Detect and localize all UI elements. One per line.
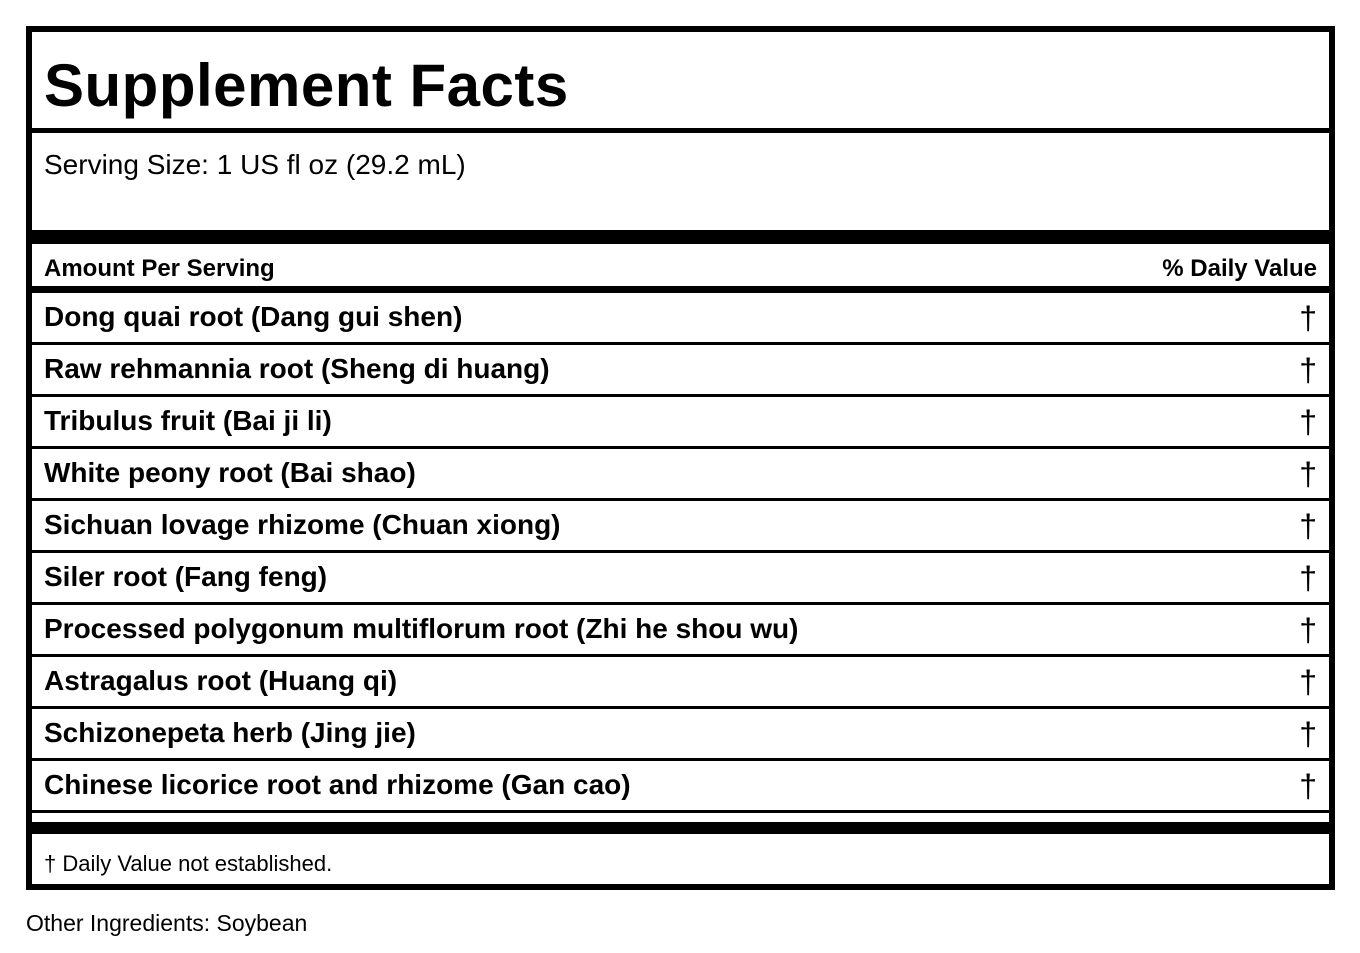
ingredient-daily-value: †	[1299, 664, 1317, 700]
ingredient-name: Chinese licorice root and rhizome (Gan cao)	[44, 769, 631, 800]
thick-divider-top	[32, 230, 1329, 244]
ingredient-row	[32, 498, 1329, 550]
other-ingredients: Other Ingredients: Soybean	[26, 910, 308, 936]
daily-value-header: % Daily Value	[1162, 255, 1317, 282]
ingredient-daily-value: †	[1299, 352, 1317, 388]
ingredient-row	[32, 602, 1329, 654]
ingredient-daily-value: †	[1299, 404, 1317, 440]
ingredient-name: Siler root (Fang feng)	[44, 561, 328, 592]
ingredient-list	[32, 290, 1329, 810]
title-divider	[32, 128, 1329, 133]
ingredient-row	[32, 290, 1329, 342]
ingredient-name: Dong quai root (Dang gui shen)	[44, 301, 463, 332]
ingredient-daily-value: †	[1299, 508, 1317, 544]
thick-divider-bottom	[32, 822, 1329, 834]
ingredient-daily-value: †	[1299, 560, 1317, 596]
ingredient-row	[32, 342, 1329, 394]
supplement-facts-panel	[26, 26, 1335, 890]
ingredient-name: Tribulus fruit (Bai ji li)	[44, 405, 332, 436]
serving-size: Serving Size: 1 US fl oz (29.2 mL)	[44, 149, 466, 180]
amount-per-serving-header: Amount Per Serving	[44, 255, 275, 282]
ingredient-name: White peony root (Bai shao)	[44, 457, 416, 488]
ingredient-row	[32, 550, 1329, 602]
footnote: † Daily Value not established.	[44, 851, 333, 876]
rows-bottom-divider	[32, 810, 1329, 813]
ingredient-daily-value: †	[1299, 456, 1317, 492]
ingredient-daily-value: †	[1299, 612, 1317, 648]
ingredient-row	[32, 758, 1329, 810]
ingredient-daily-value: †	[1299, 768, 1317, 804]
ingredient-name: Raw rehmannia root (Sheng di huang)	[44, 353, 550, 384]
ingredient-row	[32, 446, 1329, 498]
ingredient-name: Sichuan lovage rhizome (Chuan xiong)	[44, 509, 561, 540]
ingredient-name: Astragalus root (Huang qi)	[44, 665, 398, 696]
ingredient-row	[32, 706, 1329, 758]
ingredient-daily-value: †	[1299, 716, 1317, 752]
ingredient-row	[32, 394, 1329, 446]
panel-title: Supplement Facts	[44, 52, 569, 119]
ingredient-daily-value: †	[1299, 300, 1317, 336]
ingredient-name: Schizonepeta herb (Jing jie)	[44, 717, 416, 748]
ingredient-name: Processed polygonum multiflorum root (Zhi he shou wu)	[44, 613, 799, 644]
ingredient-row	[32, 654, 1329, 706]
